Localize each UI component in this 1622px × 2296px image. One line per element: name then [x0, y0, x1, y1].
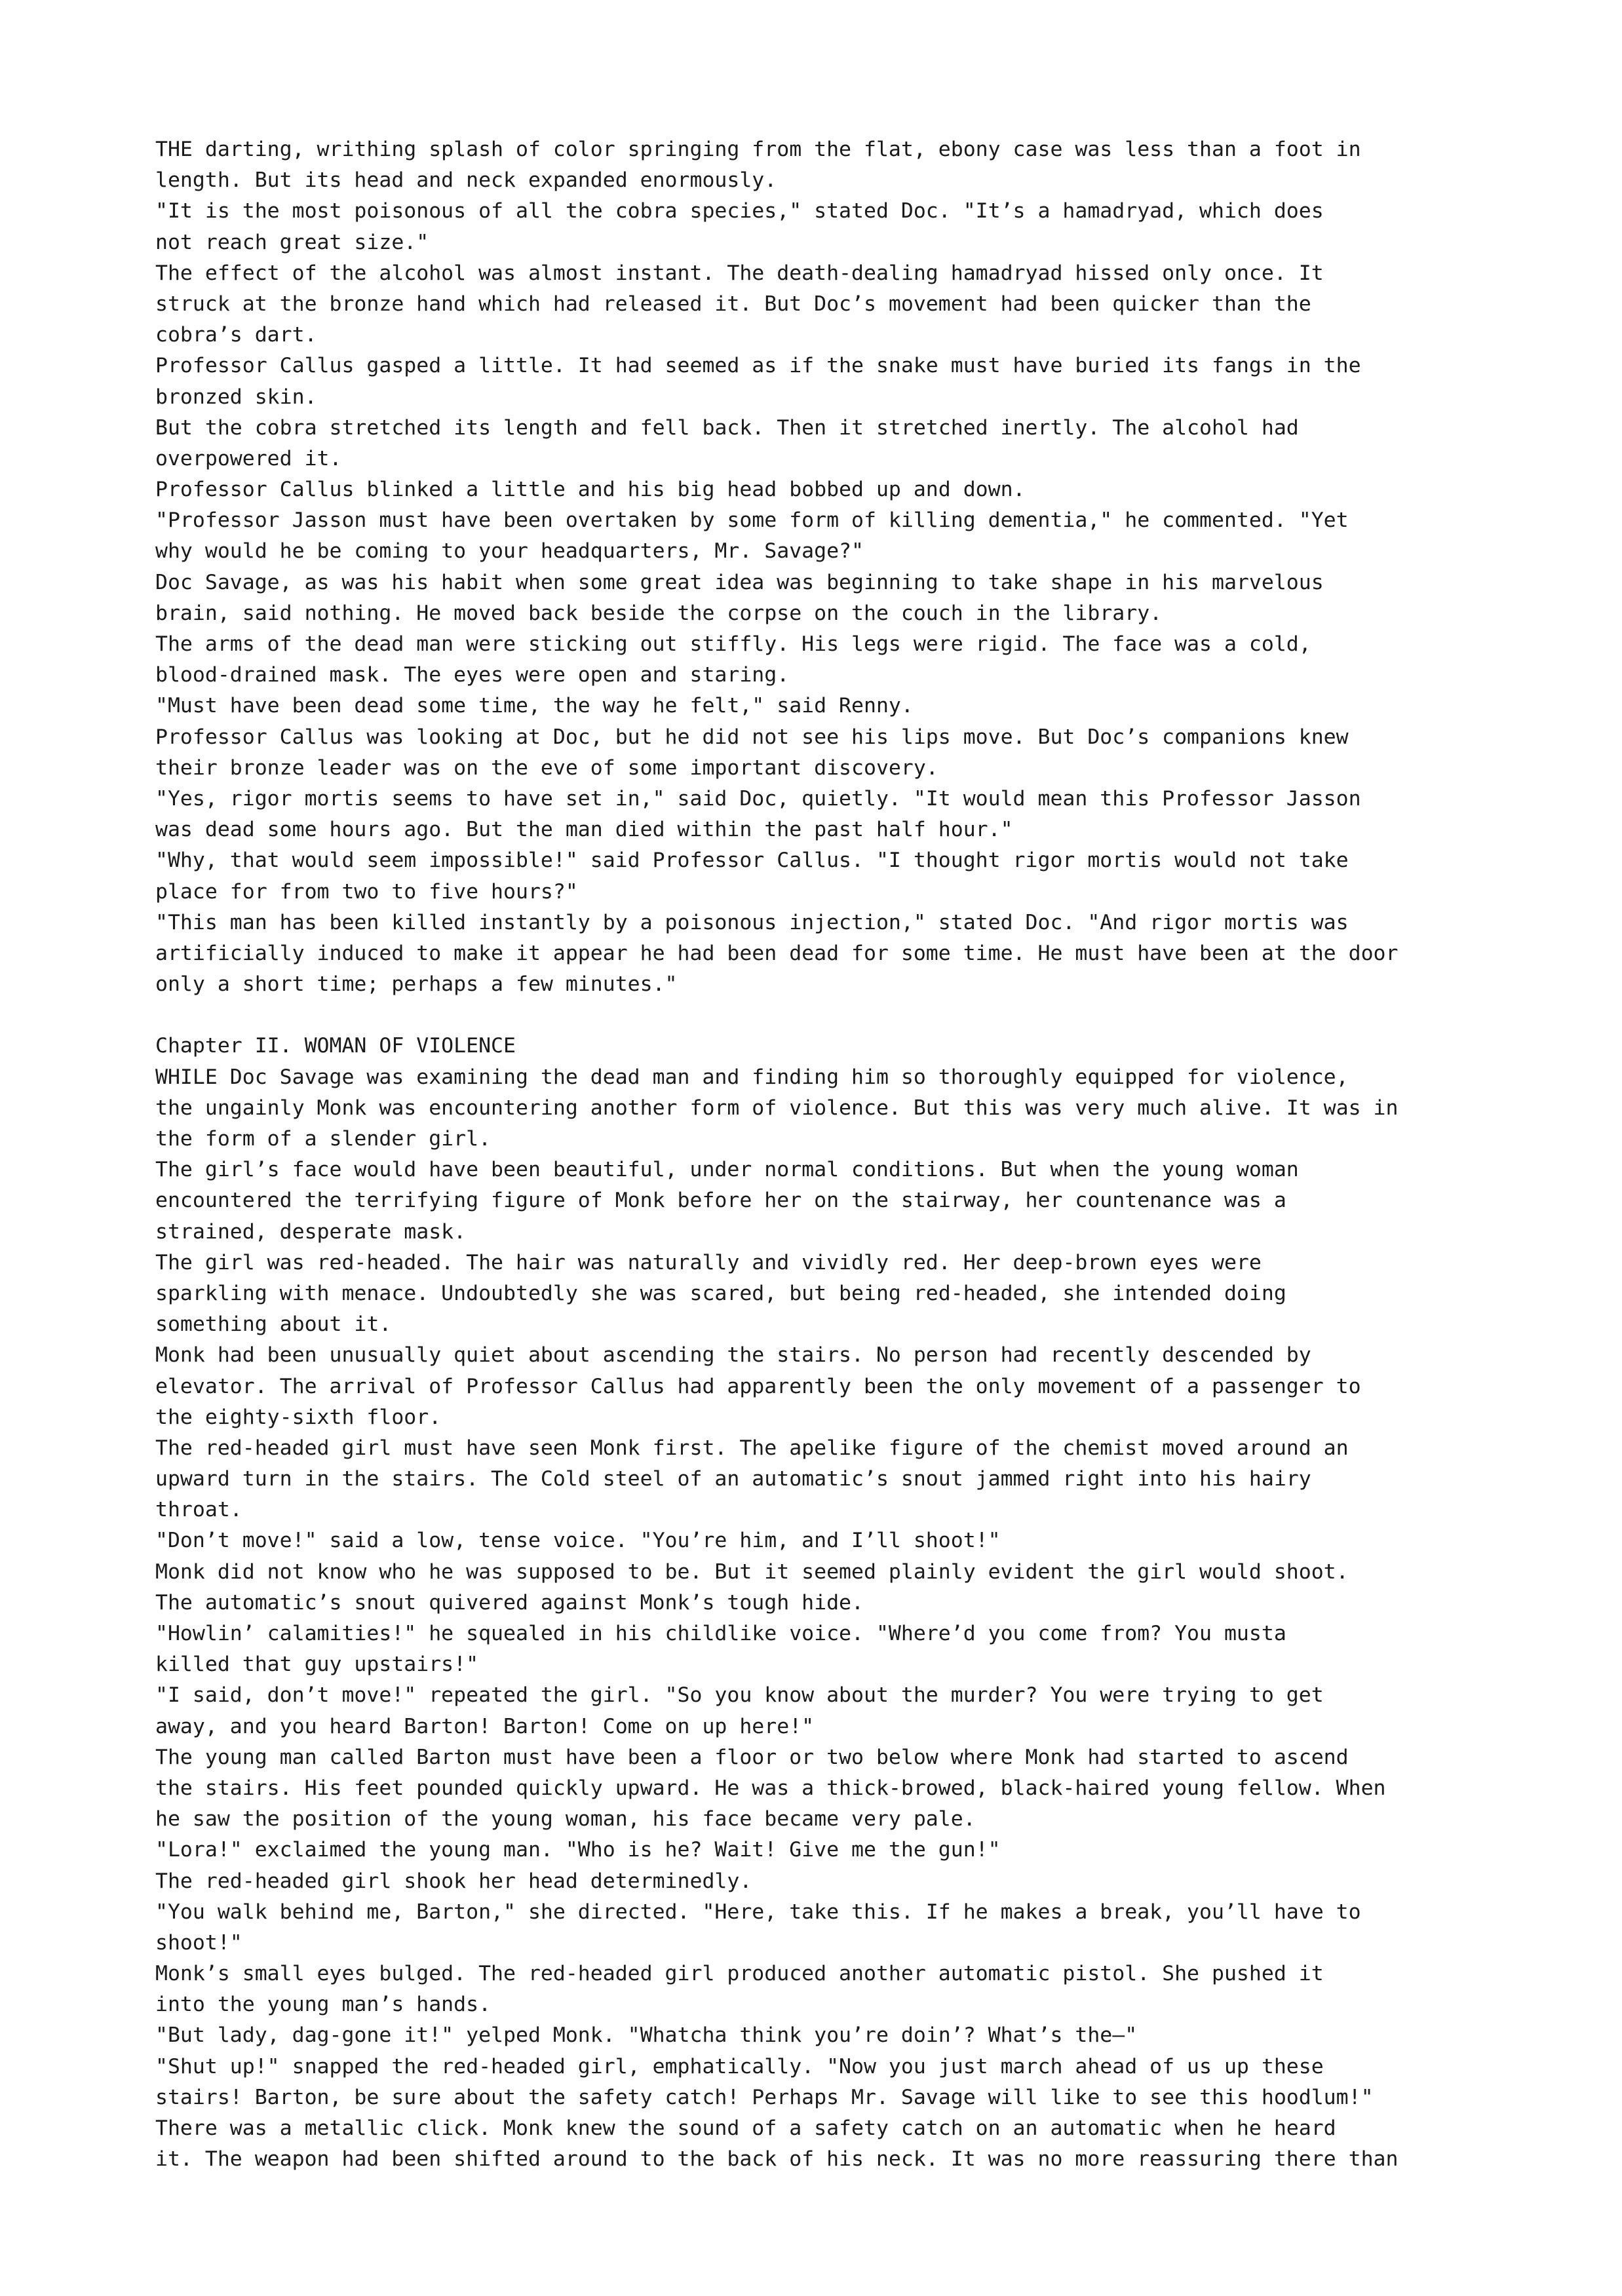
text-line: away, and you heard Barton! Barton! Come on up here!": [155, 1714, 815, 1738]
text-line: There was a metallic click. Monk knew the sound of a safety catch on an automatic when he heard: [155, 2116, 1336, 2140]
text-line: The arms of the dead man were sticking out stiffly. His legs were rigid. The face was a cold,: [155, 632, 1311, 656]
text-line: Doc Savage, as was his habit when some great idea was beginning to take shape in his marvelous: [155, 570, 1324, 594]
text-line: The girl’s face would have been beautiful, under normal conditions. But when the young woman: [155, 1158, 1299, 1182]
text-line: artificially induced to make it appear he had been dead for some time. He must have been at the door: [155, 941, 1399, 965]
text-line: bronzed skin.: [155, 385, 317, 409]
text-line: "Must have been dead some time, the way he felt," said Renny.: [155, 694, 914, 718]
text-line: the eighty-sixth floor.: [155, 1405, 442, 1429]
text-line: length. But its head and neck expanded enormously.: [155, 168, 777, 193]
text-line: into the young man’s hands.: [155, 1993, 492, 2017]
text-line: Professor Callus blinked a little and his big head bobbed up and down.: [155, 478, 1026, 502]
text-line: blood-drained mask. The eyes were open and staring.: [155, 663, 790, 687]
text-line: the form of a slender girl.: [155, 1127, 492, 1151]
body-text: [155, 134, 1492, 2175]
text-line: shoot!": [155, 1930, 242, 1955]
text-line: The girl was red-headed. The hair was naturally and vividly red. Her deep-brown eyes were: [155, 1250, 1262, 1274]
text-line: Monk had been unusually quiet about ascending the stairs. No person had recently descended by: [155, 1343, 1311, 1368]
text-line: only a short time; perhaps a few minutes.": [155, 972, 678, 997]
text-line: was dead some hours ago. But the man died within the past half hour.": [155, 818, 1013, 842]
text-line: elevator. The arrival of Professor Callus had apparently been the only movement of a passenger to: [155, 1374, 1361, 1398]
text-line: "Professor Jasson must have been overtaken by some form of killing dementia," he commented. "Yet: [155, 508, 1349, 533]
chapter-heading: Chapter II. WOMAN OF VIOLENCE: [155, 1034, 516, 1058]
text-line: The red-headed girl must have seen Monk first. The apelike figure of the chemist moved around an: [155, 1436, 1349, 1460]
text-line: sparkling with menace. Undoubtedly she was scared, but being red-headed, she intended doing: [155, 1281, 1286, 1305]
text-line: "I said, don’t move!" repeated the girl. "So you know about the murder? You were trying to get: [155, 1683, 1324, 1708]
text-line: Professor Callus gasped a little. It had seemed as if the snake must have buried its fangs in the: [155, 354, 1361, 378]
text-line: "Don’t move!" said a low, tense voice. "You’re him, and I’ll shoot!": [155, 1529, 1001, 1553]
text-line: Professor Callus was looking at Doc, but he did not see his lips move. But Doc’s companions knew: [155, 725, 1349, 749]
text-line: cobra’s dart.: [155, 323, 317, 347]
text-line: "Yes, rigor mortis seems to have set in," said Doc, quietly. "It would mean this Professor Jasson: [155, 786, 1361, 811]
text-line: brain, said nothing. He moved back beside the corpse on the couch in the library.: [155, 601, 1163, 625]
text-line: WHILE Doc Savage was examining the dead man and finding him so thoroughly equipped for violence,: [155, 1065, 1349, 1089]
text-line: But the cobra stretched its length and fell back. Then it stretched inertly. The alcohol had: [155, 415, 1299, 440]
text-line: "Why, that would seem impossible!" said Professor Callus. "I thought rigor mortis would not take: [155, 849, 1349, 873]
text-line: Monk’s small eyes bulged. The red-headed girl produced another automatic pistol. She pushed it: [155, 1962, 1324, 1986]
text-line: "It is the most poisonous of all the cobra species," stated Doc. "It’s a hamadryad, which does: [155, 199, 1324, 223]
text-line: their bronze leader was on the eve of some important discovery.: [155, 756, 938, 780]
text-line: the ungainly Monk was encountering another form of violence. But this was very much alive. It was in: [155, 1096, 1399, 1120]
text-line: The young man called Barton must have been a floor or two below where Monk had started to ascend: [155, 1745, 1349, 1769]
text-line: "But lady, dag-gone it!" yelped Monk. "Whatcha think you’re doin’? What’s the—": [155, 2023, 1138, 2048]
text-line: upward turn in the stairs. The Cold steel of an automatic’s snout jammed right into his hairy: [155, 1467, 1311, 1491]
text-line: struck at the bronze hand which had released it. But Doc’s movement had been quicker than the: [155, 292, 1311, 316]
text-line: killed that guy upstairs!": [155, 1653, 479, 1677]
text-line: stairs! Barton, be sure about the safety catch! Perhaps Mr. Savage will like to see this hoodlum!": [155, 2085, 1374, 2109]
text-line: The automatic’s snout quivered against Monk’s tough hide.: [155, 1590, 864, 1615]
blank-line: [155, 1000, 1492, 1031]
text-line: The effect of the alcohol was almost instant. The death-dealing hamadryad hissed only once. It: [155, 261, 1324, 285]
text-line: "Shut up!" snapped the red-headed girl, emphatically. "Now you just march ahead of us up these: [155, 2054, 1324, 2078]
text-line: overpowered it.: [155, 446, 342, 470]
text-line: "Lora!" exclaimed the young man. "Who is he? Wait! Give me the gun!": [155, 1838, 1001, 1862]
text-line: "Howlin’ calamities!" he squealed in his childlike voice. "Where’d you come from? You musta: [155, 1622, 1286, 1645]
text-line: encountered the terrifying figure of Monk before her on the stairway, her countenance was a: [155, 1189, 1286, 1213]
text-line: he saw the position of the young woman, his face became very pale.: [155, 1807, 976, 1831]
text-line: why would he be coming to your headquarters, Mr. Savage?": [155, 539, 864, 564]
text-line: it. The weapon had been shifted around to the back of his neck. It was no more reassuring there than: [155, 2147, 1399, 2172]
text-line: not reach great size.": [155, 230, 429, 254]
text-line: THE darting, writhing splash of color springing from the flat, ebony case was less than a foot in: [155, 138, 1361, 161]
text-line: the stairs. His feet pounded quickly upward. He was a thick-browed, black-haired young fellow. When: [155, 1776, 1386, 1800]
text-line: The red-headed girl shook her head determinedly.: [155, 1869, 752, 1893]
text-line: place for from two to five hours?": [155, 879, 578, 904]
text-line: Monk did not know who he was supposed to be. But it seemed plainly evident the girl would shoot.: [155, 1559, 1349, 1584]
text-line: strained, desperate mask.: [155, 1219, 467, 1244]
text-line: throat.: [155, 1498, 242, 1522]
text-line: "This man has been killed instantly by a poisonous injection," stated Doc. "And rigor mortis was: [155, 910, 1349, 934]
text-line: something about it.: [155, 1312, 392, 1337]
text-line: "You walk behind me, Barton," she directed. "Here, take this. If he makes a break, you’ll have to: [155, 1900, 1361, 1924]
